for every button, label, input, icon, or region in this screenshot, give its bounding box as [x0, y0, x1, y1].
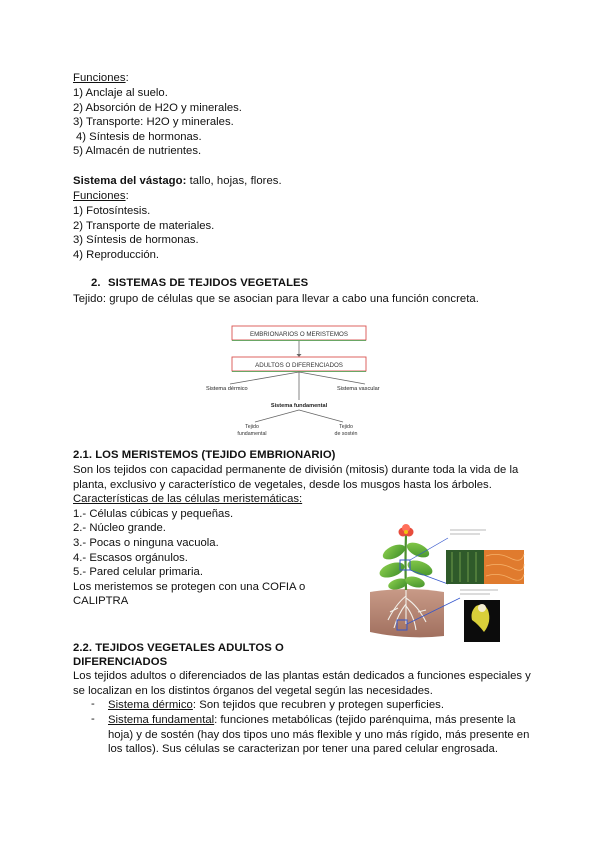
characteristic-item: 5.- Pared celular primaria.	[73, 566, 203, 579]
dermic-system-text: : Son tejidos que recubren y protegen superficies.	[192, 699, 445, 711]
fundamental-system-text: : funciones metabólicas (tejido parénquima, más presente la	[214, 714, 516, 726]
shoot-system-title: Sistema del vástago:	[73, 175, 187, 187]
dermic-system-line	[108, 698, 444, 713]
fundamental-system-text: hoja) y de sostén (hay dos tipos uno más flexible y uno más rígido, más presente en	[108, 728, 530, 741]
shoot-function-item: 2) Transporte de materiales.	[73, 219, 215, 232]
section22-paragraph	[73, 669, 531, 698]
paragraph-line: planta, exclusivo y característico de vegetales, desde los musgos hasta los árboles.	[73, 478, 492, 491]
root-functions-list	[73, 86, 242, 159]
section22-title-line-2: DIFERENCIADOS	[73, 656, 168, 668]
diagram-middle-label: ADULTOS O DIFERENCIADOS	[255, 362, 343, 369]
tissue-definition: Tejido: grupo de células que se asocian para llevar a cabo una función concreta.	[73, 293, 479, 305]
root-function-item: 5) Almacén de nutrientes.	[73, 145, 202, 158]
bullet-dash: -	[91, 698, 95, 710]
flower-illustration	[399, 524, 414, 537]
characteristic-item: 2.- Núcleo grande.	[73, 522, 166, 535]
bullet-dash: -	[91, 713, 95, 725]
diagram-leaf-left-2: fundamental	[237, 431, 267, 437]
characteristic-item: 1.- Células cúbicas y pequeñas.	[73, 507, 234, 520]
plant-meristem-illustration	[368, 524, 528, 642]
fundamental-system-text: los tallos). Sus células se caracterizan por tener una pared celular engrosada.	[108, 743, 498, 756]
root-function-item: 4) Síntesis de hormonas.	[76, 130, 202, 143]
root-funciones-heading: Funciones:	[73, 72, 129, 84]
shoot-system-desc: tallo, hojas, flores.	[186, 175, 282, 187]
root-function-item: 3) Transporte: H2O y minerales.	[73, 116, 234, 129]
fundamental-system-block	[108, 713, 529, 757]
diagram-leaf-right-2: de sostén	[334, 431, 358, 437]
cofia-line: CALIPTRA	[73, 595, 129, 608]
root-cap-tip	[478, 604, 486, 612]
diagram-right-node: Sistema vascular	[337, 386, 380, 392]
section21-title: 2.1. LOS MERISTEMOS (TEJIDO EMBRIONARIO)	[73, 449, 336, 461]
paragraph-line: se localizan en los distintos órganos del vegetal según las necesidades.	[73, 684, 433, 697]
shoot-function-item: 4) Reproducción.	[73, 248, 160, 261]
shoot-system-line	[73, 174, 282, 189]
section22-title-line-1: 2.2. TEJIDOS VEGETALES ADULTOS O	[73, 642, 284, 654]
diagram-leaf-right-1: Tejido	[339, 424, 353, 430]
diagram-center-node: Sistema fundamental	[270, 403, 328, 409]
characteristics-label: Características de las células meristemáticas:	[73, 493, 303, 506]
fundamental-system-label: Sistema fundamental	[108, 714, 215, 726]
diagram-arrowhead	[297, 354, 302, 357]
shoot-funciones-label: Funciones	[73, 190, 126, 202]
root-function-item: 1) Anclaje al suelo.	[73, 87, 168, 99]
paragraph-line: Los tejidos adultos o diferenciados de las plantas están dedicados a funciones especiales y	[73, 670, 531, 682]
cofia-line: Los meristemos se protegen con una COFIA o	[73, 580, 306, 593]
diagram-left-node: Sistema dérmico	[206, 386, 248, 392]
diagram-connector	[255, 410, 299, 422]
shoot-function-item: 1) Fotosíntesis.	[73, 205, 151, 217]
shoot-funciones-heading: Funciones:	[73, 190, 129, 202]
shoot-functions-list	[73, 204, 214, 262]
diagram-connector	[299, 410, 343, 422]
characteristic-item: 4.- Escasos orgánulos.	[73, 551, 188, 564]
section2-number: 2.	[91, 277, 101, 289]
dermic-system-label: Sistema dérmico	[108, 699, 193, 711]
diagram-connector	[299, 372, 365, 384]
shoot-function-item: 3) Síntesis de hormonas.	[73, 234, 199, 247]
diagram-top-label: EMBRIONARIOS O MERISTEMOS	[250, 331, 348, 338]
characteristic-item: 3.- Pocas o ninguna vacuola.	[73, 536, 219, 549]
diagram-leaf-left-1: Tejido	[245, 424, 259, 430]
root-funciones-label: Funciones	[73, 72, 126, 84]
tissue-systems-diagram	[200, 322, 392, 440]
root-function-item: 2) Absorción de H2O y minerales.	[73, 101, 242, 114]
paragraph-line: Son los tejidos con capacidad permanente de división (mitosis) durante toda la vida de la	[73, 464, 519, 476]
diagram-connector	[230, 372, 299, 384]
section2-title: SISTEMAS DE TEJIDOS VEGETALES	[108, 277, 309, 289]
